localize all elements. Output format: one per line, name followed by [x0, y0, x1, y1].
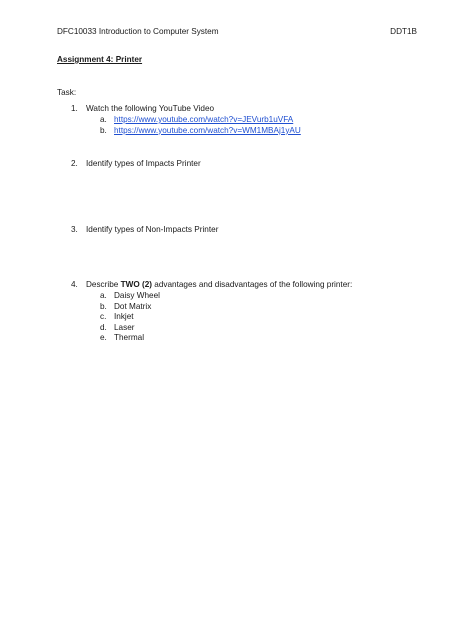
task-item-number: 3.	[71, 225, 78, 234]
video-link-item-a	[100, 115, 301, 126]
header-class-code: DDT1B	[390, 27, 417, 36]
sub-item-letter: d.	[100, 322, 107, 332]
printer-type-item	[100, 323, 160, 334]
sub-item-letter: c.	[100, 312, 107, 322]
printer-type-name: Inkjet	[114, 312, 134, 322]
sub-item-letter: e.	[100, 333, 107, 343]
task-item-number: 4.	[71, 280, 78, 289]
printer-type-name: Thermal	[114, 333, 145, 343]
youtube-link-a[interactable]: https://www.youtube.com/watch?v=JEVurb1uVFA	[114, 115, 294, 124]
sub-item-letter: a.	[100, 115, 107, 124]
task-item-text-after: advantages and disadvantages of the following printer:	[151, 280, 353, 289]
task-item-text: Identify types of Impacts Printer	[86, 159, 201, 168]
task-item-emphasis: TWO (2)	[120, 280, 152, 289]
assignment-title: Assignment 4: Printer	[57, 55, 143, 64]
printer-type-name: Daisy Wheel	[114, 291, 160, 300]
task-item-text: Watch the following YouTube Video	[86, 104, 215, 113]
task-item-number: 2.	[71, 159, 78, 168]
printer-type-item	[100, 312, 160, 323]
video-link-list	[100, 115, 301, 136]
sub-item-letter: b.	[100, 301, 107, 311]
task-label: Task:	[57, 88, 77, 97]
video-link-item-b	[100, 126, 301, 137]
task-item-3	[71, 225, 218, 234]
task-item-text: Identify types of Non-Impacts Printer	[86, 225, 219, 234]
printer-type-item	[100, 291, 160, 302]
task-item-4	[71, 280, 352, 289]
printer-type-item	[100, 333, 160, 344]
sub-item-letter: b.	[100, 125, 107, 135]
task-item-2	[71, 159, 201, 168]
sub-item-letter: a.	[100, 291, 107, 300]
header-course: DFC10033 Introduction to Computer System	[57, 27, 219, 36]
task-item-1	[71, 104, 214, 113]
printer-type-list	[100, 291, 160, 344]
task-item-number: 1.	[71, 104, 78, 113]
youtube-link-b[interactable]: https://www.youtube.com/watch?v=WM1MBAj1yAU	[114, 125, 301, 135]
printer-type-name: Laser	[114, 322, 135, 332]
task-item-text-before: Describe	[86, 280, 121, 289]
printer-type-item	[100, 302, 160, 313]
printer-type-name: Dot Matrix	[114, 301, 152, 311]
